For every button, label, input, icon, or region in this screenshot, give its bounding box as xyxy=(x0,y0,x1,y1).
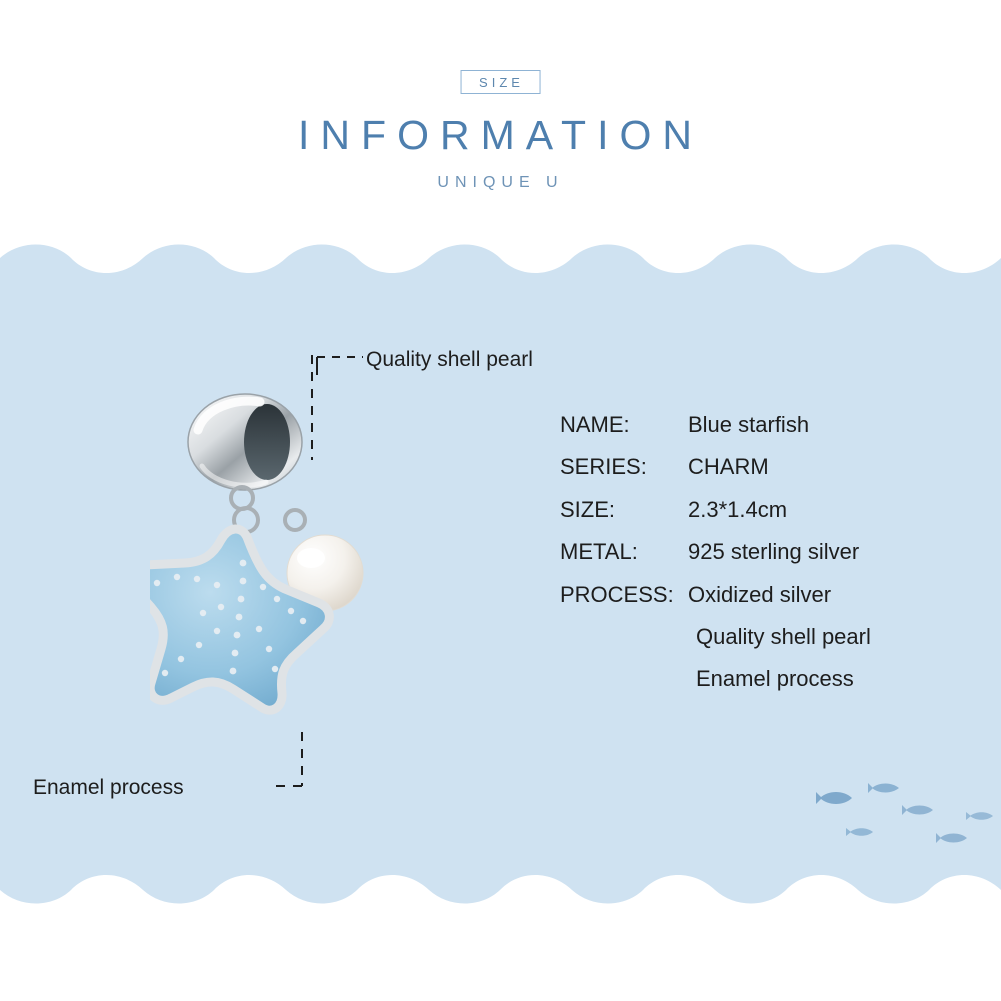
connector-links xyxy=(231,487,305,532)
spec-row xyxy=(560,539,980,565)
spec-label: SIZE: xyxy=(560,496,616,522)
callout-enamel-label: Enamel process xyxy=(33,776,184,799)
spec-label: PROCESS: xyxy=(560,581,674,607)
spec-label: METAL: xyxy=(560,539,638,565)
spec-row xyxy=(560,582,980,608)
spec-value: CHARM xyxy=(688,454,769,480)
spec-row xyxy=(560,454,980,480)
size-tag: SIZE xyxy=(460,70,541,94)
spec-extra-line: Enamel process xyxy=(696,666,854,692)
starfish-charm-icon xyxy=(150,370,410,770)
spec-value: Oxidized silver xyxy=(688,581,832,607)
fish-icon xyxy=(810,780,995,870)
page-subtitle: UNIQUE U xyxy=(437,174,564,191)
spec-list xyxy=(560,412,980,709)
spec-extra-line: Quality shell pearl xyxy=(696,623,871,649)
spec-value: 925 sterling silver xyxy=(688,539,860,565)
page-title: INFORMATION xyxy=(298,112,703,158)
wave-bottom-decoration xyxy=(0,868,1001,910)
spec-label: SERIES: xyxy=(560,454,647,480)
spec-label: NAME: xyxy=(560,412,630,437)
header xyxy=(0,0,1001,240)
callout-pearl-label: Quality shell pearl xyxy=(366,348,533,371)
spec-value: Blue starfish xyxy=(688,412,810,437)
spec-value: 2.3*1.4cm xyxy=(688,496,788,522)
spec-row xyxy=(560,412,980,438)
wave-top-decoration xyxy=(0,238,1001,280)
bail-bead xyxy=(188,394,302,490)
spec-row xyxy=(560,497,980,523)
